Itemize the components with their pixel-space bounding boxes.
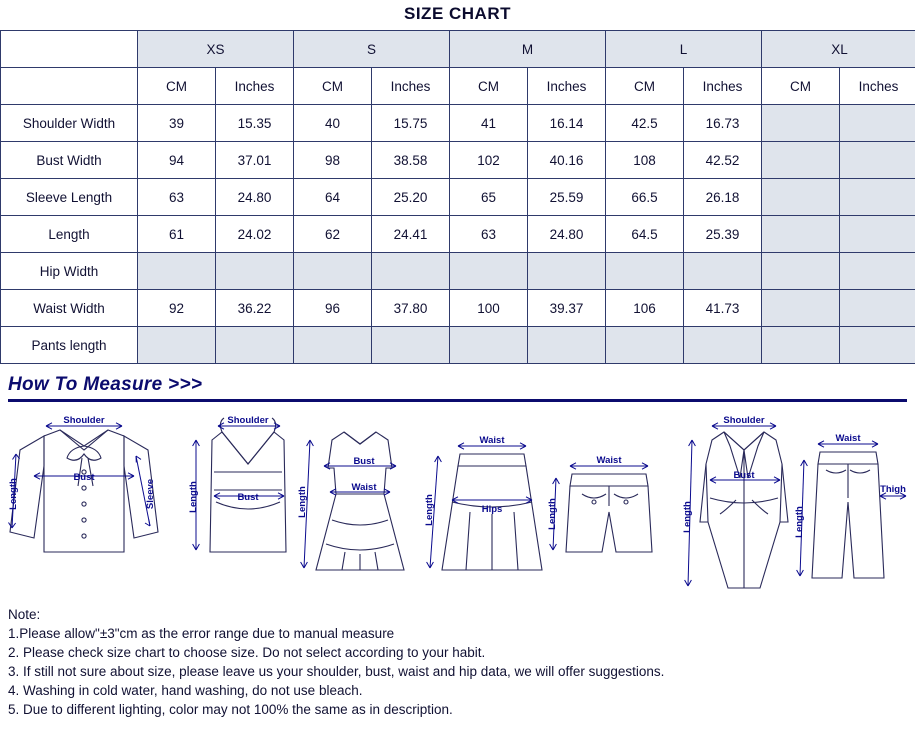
unit-header-cm-xl: CM [762,68,840,105]
svg-text:Waist: Waist [351,482,377,493]
row-label-sleeve-length: Sleeve Length [1,179,138,216]
cell [840,179,915,216]
svg-text:Waist: Waist [835,433,861,444]
svg-text:Bust: Bust [237,492,259,503]
svg-text:Shoulder: Shoulder [723,415,765,426]
cell: 102 [450,142,528,179]
cell [840,216,915,253]
notes-section [0,597,915,719]
cell [762,142,840,179]
figure-shorts [547,455,652,552]
how-to-measure-title: How To Measure >>> [8,374,203,395]
note-item: 1.Please allow"±3"cm as the error range due to manual measure [8,626,395,641]
cell: 108 [606,142,684,179]
cell: 64 [294,179,372,216]
cell: 25.39 [684,216,762,253]
how-to-measure-section [0,374,915,402]
cell: 63 [450,216,528,253]
cell [762,216,840,253]
cell: 42.52 [684,142,762,179]
cell: 24.80 [216,179,294,216]
note-item: 4. Washing in cold water, hand washing, do not use bleach. [8,683,363,698]
cell [216,327,294,364]
size-chart-table [0,30,915,364]
cell: 40 [294,105,372,142]
svg-text:Sleeve: Sleeve [145,478,156,510]
size-header-m: M [450,31,606,68]
figure-skirt [424,435,542,570]
cell: 64.5 [606,216,684,253]
cell [138,327,216,364]
cell [294,253,372,290]
cell [840,142,915,179]
cell [372,253,450,290]
table-corner-cell [1,31,138,68]
svg-text:Length: Length [297,486,308,518]
cell: 38.58 [372,142,450,179]
cell: 16.73 [684,105,762,142]
cell [138,253,216,290]
svg-text:Length: Length [794,506,805,538]
unit-header-in-s: Inches [372,68,450,105]
measurement-figures [0,402,915,597]
unit-header-in-xs: Inches [216,68,294,105]
cell [762,105,840,142]
table-header-units [1,68,915,105]
svg-text:Hips: Hips [481,504,503,515]
cell: 37.80 [372,290,450,327]
svg-text:Shoulder: Shoulder [227,415,269,426]
cell: 15.75 [372,105,450,142]
cell: 39 [138,105,216,142]
cell: 16.14 [528,105,606,142]
table-row [1,327,915,364]
table-row [1,105,915,142]
cell: 100 [450,290,528,327]
table-row [1,216,915,253]
size-header-xl: XL [762,31,915,68]
unit-header-cm-m: CM [450,68,528,105]
svg-text:Waist: Waist [596,455,622,466]
unit-header-cm-xs: CM [138,68,216,105]
cell [450,327,528,364]
cell: 26.18 [684,179,762,216]
cell: 15.35 [216,105,294,142]
unit-header-in-xl: Inches [840,68,915,105]
cell: 25.20 [372,179,450,216]
table-row [1,179,915,216]
row-label-waist-width: Waist Width [1,290,138,327]
svg-text:Bust: Bust [353,456,375,467]
cell [840,253,915,290]
cell [606,327,684,364]
unit-header-in-m: Inches [528,68,606,105]
table-corner-cell-2 [1,68,138,105]
cell [684,253,762,290]
note-item: 2. Please check size chart to choose size. Do not select according to your habit. [8,645,486,660]
cell [294,327,372,364]
svg-text:Length: Length [424,494,435,526]
cell [840,327,915,364]
row-label-length: Length [1,216,138,253]
cell [684,327,762,364]
cell: 24.41 [372,216,450,253]
row-label-pants-length: Pants length [1,327,138,364]
cell: 63 [138,179,216,216]
note-item: 5. Due to different lighting, color may not 100% the same as in description. [8,702,453,717]
cell [762,327,840,364]
figure-blouse [8,415,158,552]
svg-text:Length: Length [682,501,693,533]
note-item: 3. If still not sure about size, please leave us your shoulder, bust, waist and hip data, we will offer suggestions. [8,664,665,679]
svg-text:Length: Length [547,498,558,530]
size-header-s: S [294,31,450,68]
svg-text:Bust: Bust [73,472,95,483]
cell: 37.01 [216,142,294,179]
cell [762,179,840,216]
cell: 24.80 [528,216,606,253]
cell: 24.02 [216,216,294,253]
cell [216,253,294,290]
cell: 40.16 [528,142,606,179]
cell: 36.22 [216,290,294,327]
size-header-l: L [606,31,762,68]
row-label-bust-width: Bust Width [1,142,138,179]
figure-camisole [188,415,286,552]
cell [606,253,684,290]
notes-heading: Note: [8,607,41,622]
cell: 66.5 [606,179,684,216]
svg-text:Shoulder: Shoulder [63,415,105,426]
cell [372,327,450,364]
svg-text:Length: Length [188,481,199,513]
svg-text:Bust: Bust [733,470,755,481]
cell: 41 [450,105,528,142]
cell: 96 [294,290,372,327]
size-header-xs: XS [138,31,294,68]
cell: 98 [294,142,372,179]
cell [840,105,915,142]
cell: 41.73 [684,290,762,327]
cell: 62 [294,216,372,253]
cell [762,290,840,327]
unit-header-in-l: Inches [684,68,762,105]
figure-pants [794,433,906,578]
table-row [1,142,915,179]
cell: 25.59 [528,179,606,216]
cell: 42.5 [606,105,684,142]
figure-dress [297,432,404,570]
table-row [1,253,915,290]
table-row [1,290,915,327]
cell: 92 [138,290,216,327]
cell [762,253,840,290]
page-title: SIZE CHART [404,4,511,23]
row-label-hip-width: Hip Width [1,253,138,290]
cell: 106 [606,290,684,327]
cell [840,290,915,327]
svg-text:Thigh: Thigh [880,484,906,495]
cell [528,253,606,290]
unit-header-cm-s: CM [294,68,372,105]
svg-text:Waist: Waist [479,435,505,446]
cell: 61 [138,216,216,253]
cell [450,253,528,290]
svg-text:Length: Length [8,478,19,510]
figure-coat [682,415,788,588]
cell: 39.37 [528,290,606,327]
row-label-shoulder-width: Shoulder Width [1,105,138,142]
cell: 65 [450,179,528,216]
cell: 94 [138,142,216,179]
cell [528,327,606,364]
unit-header-cm-l: CM [606,68,684,105]
table-header-sizes [1,31,915,68]
